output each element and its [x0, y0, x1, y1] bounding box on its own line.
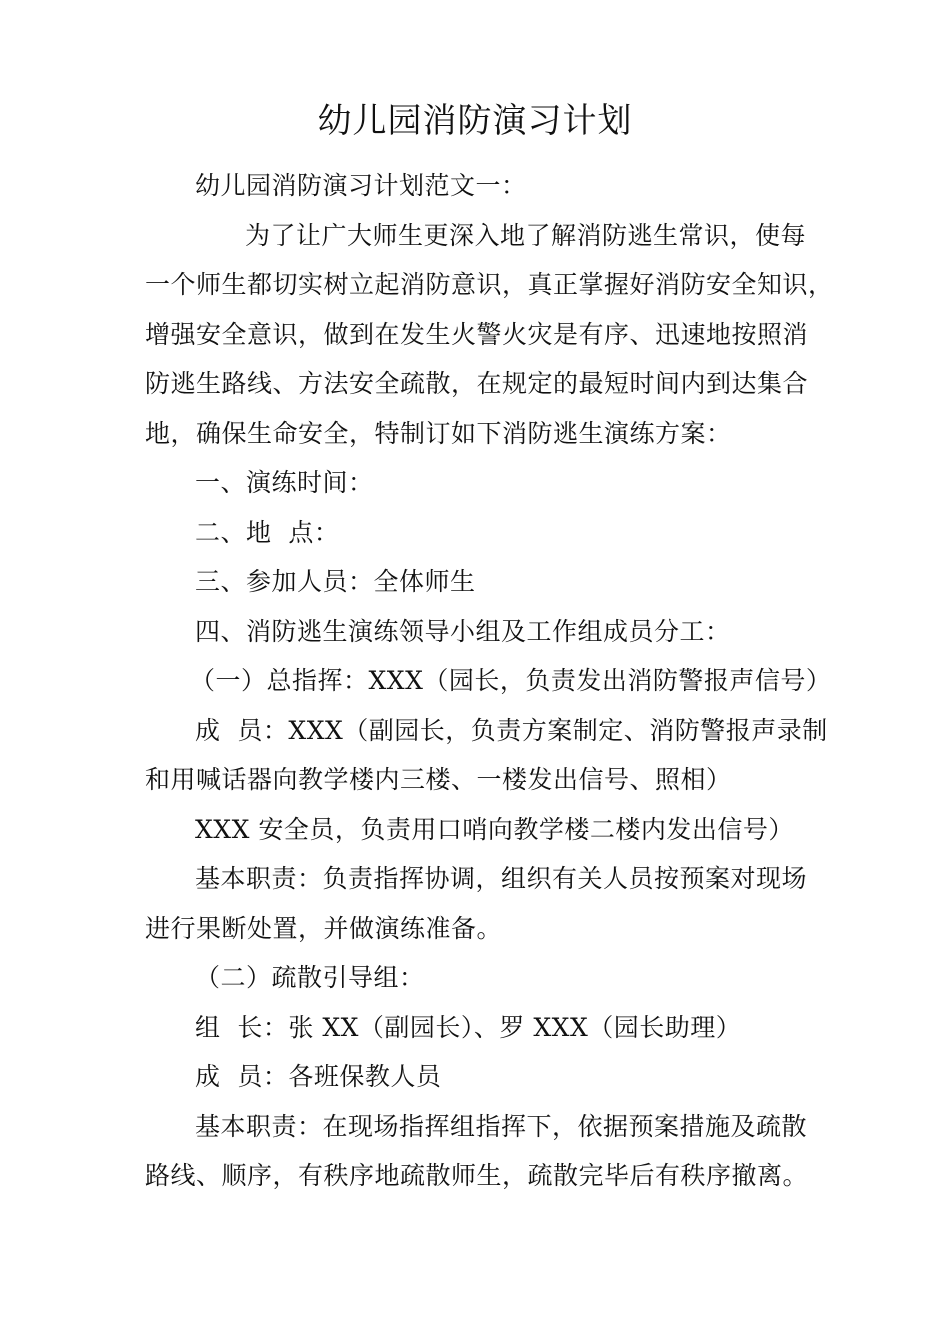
section-heading: 二、地 点： [195, 518, 340, 547]
paragraph-line: 和用喊话器向教学楼内三楼、一楼发出信号、照相） [145, 765, 732, 794]
paragraph-line: 为了让广大师生更深入地了解消防逃生常识，使每 [245, 221, 807, 250]
paragraph-line: 防逃生路线、方法安全疏散，在规定的最短时间内到达集合 [145, 369, 809, 398]
section-heading: 四、消防逃生演练领导小组及工作组成员分工： [195, 617, 731, 646]
paragraph-line: 增强安全意识，做到在发生火警火灾是有序、迅速地按照消 [145, 320, 809, 349]
subtitle-line: 幼儿园消防演习计划范文一： [195, 171, 527, 200]
paragraph-line: 成 员：各班保教人员 [195, 1062, 442, 1091]
paragraph-line: 组 长：张 XX（副园长）、罗 XXX（园长助理） [195, 1013, 742, 1042]
paragraph-line: 一个师生都切实树立起消防意识，真正掌握好消防安全知识， [145, 270, 834, 299]
paragraph-line: 基本职责：在现场指挥组指挥下，依据预案措施及疏散 [195, 1112, 808, 1141]
paragraph-line: 地，确保生命安全，特制订如下消防逃生演练方案： [145, 419, 732, 448]
paragraph-line: 基本职责：负责指挥协调，组织有关人员按预案对现场 [195, 864, 808, 893]
section-heading: 三、参加人员：全体师生 [195, 567, 476, 596]
paragraph-line: 成 员：XXX（副园长，负责方案制定、消防警报声录制 [195, 716, 828, 745]
section-heading: 一、演练时间： [195, 468, 374, 497]
document-title: 幼儿园消防演习计划 [317, 101, 633, 141]
paragraph-line: XXX 安全员，负责用口哨向教学楼二楼内发出信号） [195, 815, 794, 844]
group-heading: （二）疏散引导组： [195, 963, 425, 992]
group-heading: （一）总指挥：XXX（园长，负责发出消防警报声信号） [190, 666, 832, 695]
paragraph-line: 路线、顺序，有秩序地疏散师生，疏散完毕后有秩序撤离。 [145, 1161, 809, 1190]
paragraph-line: 进行果断处置，并做演练准备。 [145, 914, 503, 943]
